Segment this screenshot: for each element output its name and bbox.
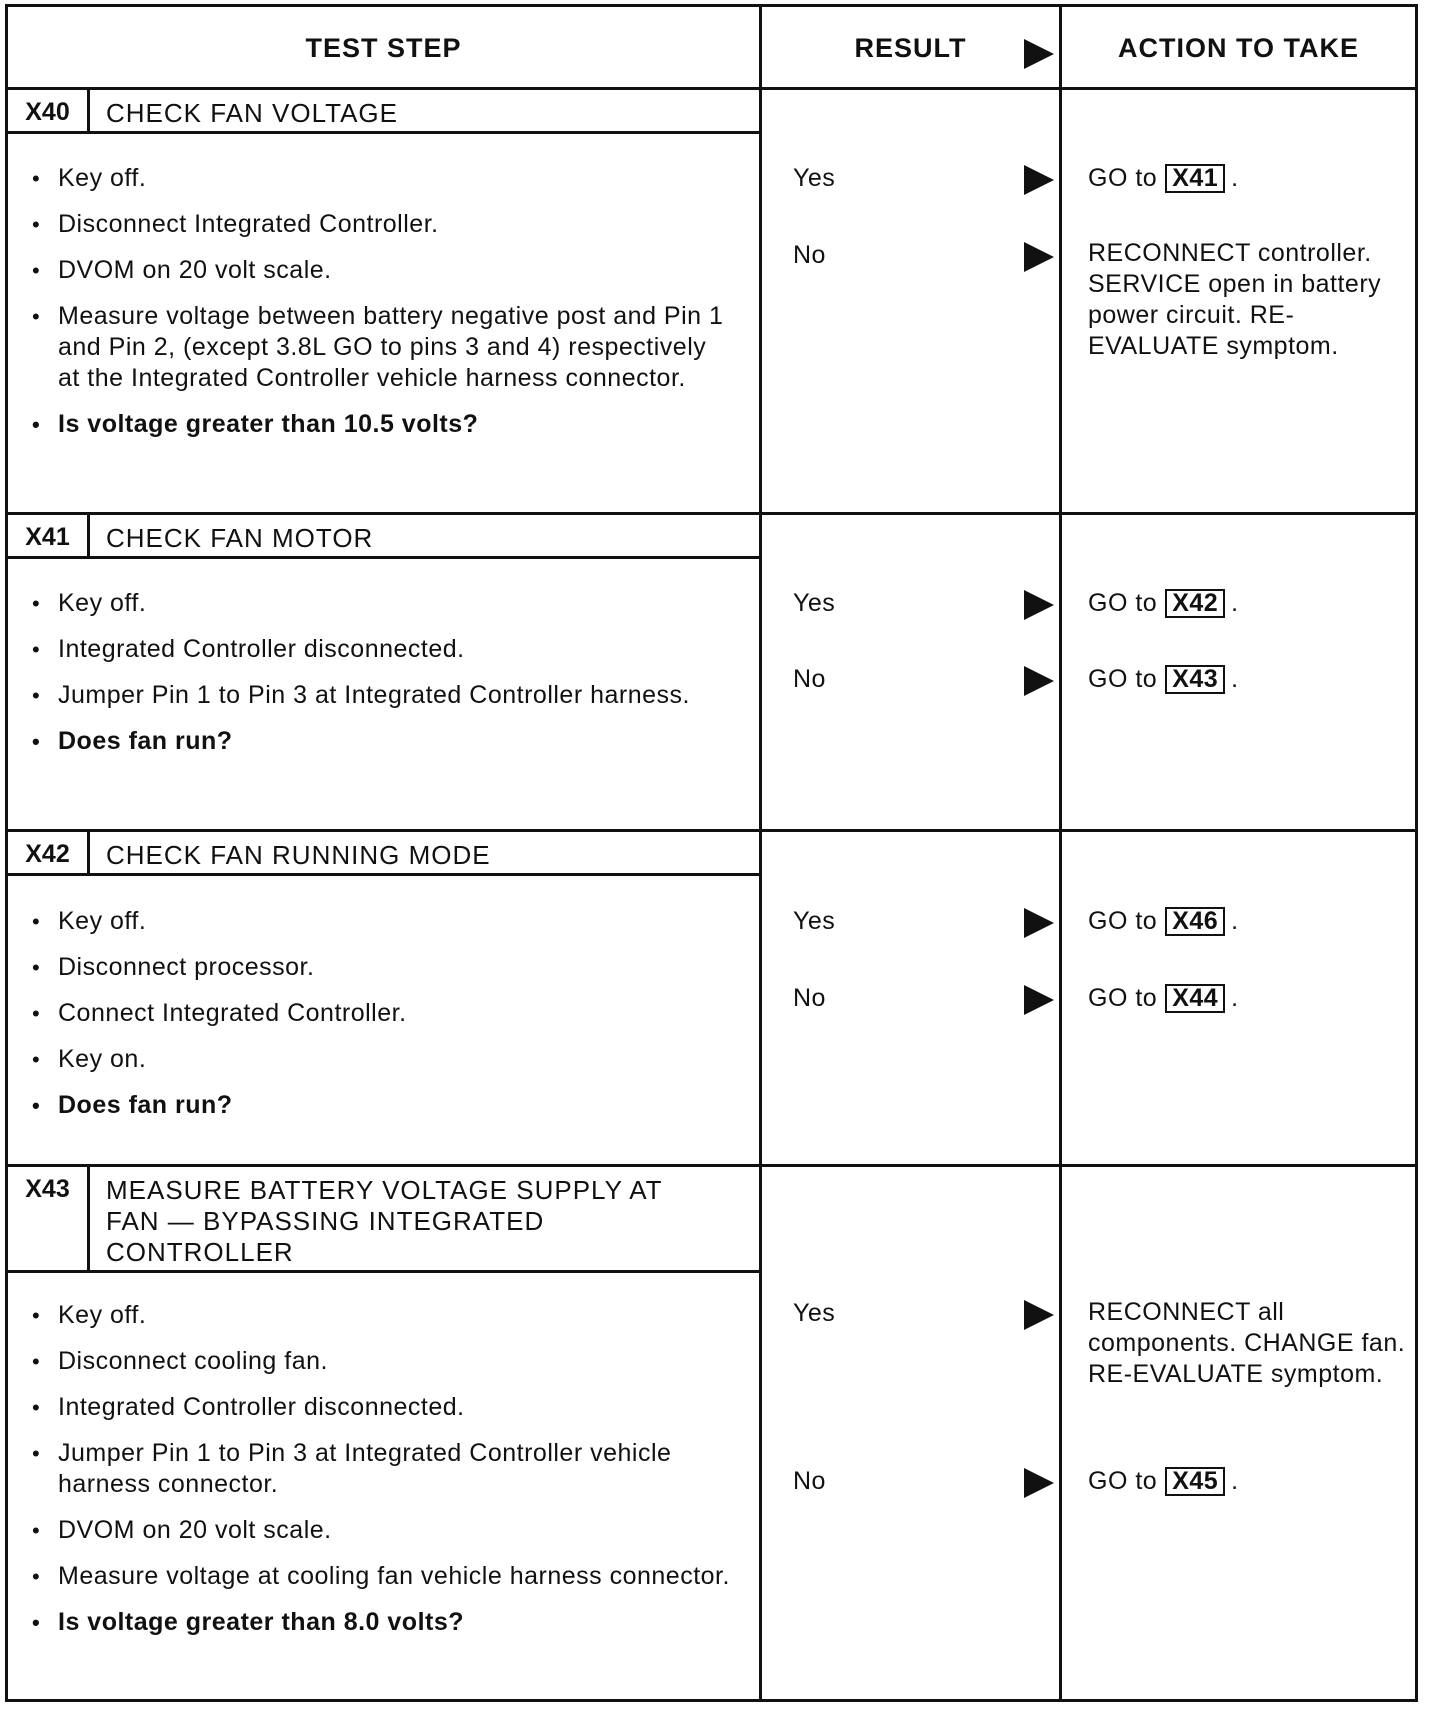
step-id: X42 (8, 832, 90, 873)
action-text: RECONNECT all components. CHANGE fan. RE-EVALUATE symptom. (1088, 1298, 1406, 1388)
result-no: No (793, 241, 826, 269)
result-yes: Yes (793, 907, 836, 935)
step-ref: X44 (1165, 984, 1225, 1013)
action-goto: GO to X41 . (1088, 164, 1239, 192)
step-id: X41 (8, 515, 90, 556)
step-id: X40 (8, 90, 90, 131)
step-title-bar (8, 90, 762, 134)
step-ref: X42 (1165, 589, 1225, 618)
bullet-item: • Integrated Controller disconnected. (30, 634, 730, 665)
bullet-item: • Disconnect processor. (30, 952, 730, 983)
arrow-icon (1024, 165, 1054, 195)
step-id: X43 (8, 1167, 90, 1270)
step-title: MEASURE BATTERY VOLTAGE SUPPLY AT FAN — BYPASSING INTEGRATED CONTROLLER (106, 1175, 663, 1267)
arrow-icon (1024, 985, 1054, 1015)
diagnostic-table (5, 4, 1418, 1702)
result-no: No (793, 1467, 826, 1495)
bullet-item: • Integrated Controller disconnected. (30, 1392, 730, 1423)
step-title: CHECK FAN VOLTAGE (106, 98, 398, 128)
header-result: RESULT (854, 32, 967, 63)
action-goto: GO to X42 . (1088, 589, 1239, 617)
step-title: CHECK FAN MOTOR (106, 523, 374, 553)
result-yes: Yes (793, 589, 836, 617)
arrow-icon (1024, 1468, 1054, 1498)
bullet-item: • Key off. (30, 163, 730, 194)
step-ref: X45 (1165, 1467, 1225, 1496)
step-ref: X43 (1165, 665, 1225, 694)
bullet-question: • Does fan run? (30, 726, 730, 757)
action-goto: GO to X44 . (1088, 984, 1239, 1012)
bullet-item: • Measure voltage between battery negative post and Pin 1 and Pin 2, (except 3.8L GO to pins 3 and 4) respectively at the Integrated Controller vehicle harness connector. (30, 301, 730, 394)
bullet-item: • Key off. (30, 588, 730, 619)
step-ref: X46 (1165, 907, 1225, 936)
step-title-bar (8, 515, 762, 559)
bullet-item: • Key off. (30, 906, 730, 937)
bullet-item: • Connect Integrated Controller. (30, 998, 730, 1029)
step-title: CHECK FAN RUNNING MODE (106, 840, 491, 870)
bullet-item: • Jumper Pin 1 to Pin 3 at Integrated Controller vehicle harness connector. (30, 1438, 730, 1500)
column-divider-action (1059, 7, 1062, 1699)
header-test-step: TEST STEP (305, 32, 462, 63)
step-ref: X41 (1165, 164, 1225, 193)
bullet-item: • Jumper Pin 1 to Pin 3 at Integrated Controller harness. (30, 680, 730, 711)
step-title-bar (8, 832, 762, 876)
action-text: RECONNECT controller. SERVICE open in battery power circuit. RE-EVALUATE symptom. (1088, 239, 1382, 360)
header-arrow-icon (1024, 39, 1054, 69)
arrow-icon (1024, 242, 1054, 272)
result-yes: Yes (793, 164, 836, 192)
bullet-item: • Disconnect cooling fan. (30, 1346, 730, 1377)
bullet-question: • Does fan run? (30, 1090, 730, 1121)
action-goto: GO to X45 . (1088, 1467, 1239, 1495)
bullet-item: • DVOM on 20 volt scale. (30, 255, 730, 286)
bullet-item: • Disconnect Integrated Controller. (30, 209, 730, 240)
step-bullets (30, 1300, 730, 1653)
action-goto: GO to X43 . (1088, 665, 1239, 693)
result-no: No (793, 984, 826, 1012)
bullet-question: • Is voltage greater than 8.0 volts? (30, 1607, 730, 1638)
action-goto: GO to X46 . (1088, 907, 1239, 935)
arrow-icon (1024, 1300, 1054, 1330)
arrow-icon (1024, 908, 1054, 938)
bullet-item: • Key on. (30, 1044, 730, 1075)
step-bullets (30, 163, 730, 455)
result-yes: Yes (793, 1299, 836, 1327)
header-action: ACTION TO TAKE (1118, 32, 1359, 63)
step-bullets (30, 588, 730, 772)
step-title-bar (8, 1167, 762, 1273)
bullet-item: • DVOM on 20 volt scale. (30, 1515, 730, 1546)
bullet-item: • Key off. (30, 1300, 730, 1331)
bullet-item: • Measure voltage at cooling fan vehicle harness connector. (30, 1561, 730, 1592)
step-bullets (30, 906, 730, 1136)
arrow-icon (1024, 590, 1054, 620)
arrow-icon (1024, 666, 1054, 696)
bullet-question: • Is voltage greater than 10.5 volts? (30, 409, 730, 440)
result-no: No (793, 665, 826, 693)
